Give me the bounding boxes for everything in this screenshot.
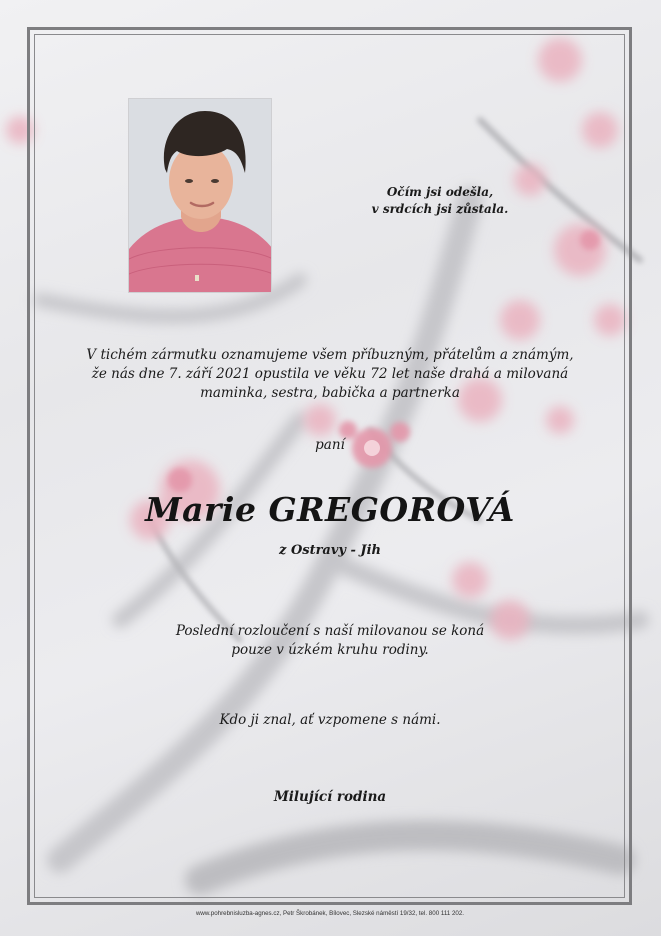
announcement-line: maminka, sestra, babička a partnerka: [200, 385, 460, 401]
deceased-name: Marie GREGOROVÁ: [145, 490, 515, 529]
announcement: [60, 346, 600, 403]
remembrance: Kdo ji znal, ať vzpomene s námi.: [219, 712, 441, 728]
portrait-photo: [128, 98, 272, 293]
farewell-line: Poslední rozloučení s naší milovanou se koná: [175, 623, 485, 639]
signature: Milující rodina: [273, 789, 387, 805]
farewell-notice: [80, 622, 580, 660]
deceased-origin: z Ostravy - Jih: [279, 543, 381, 558]
footer-contact: www.pohrebnisluzba-agnes.cz, Petr Škrobánek, Bílovec, Slezské náměstí 19/32, tel. 800 111 202.: [195, 910, 465, 917]
motto: [340, 184, 540, 218]
motto-line: v srdcích jsi zůstala.: [371, 202, 509, 216]
inner-border: [34, 34, 625, 898]
announcement-line: že nás dne 7. září 2021 opustila ve věku 72 let naše drahá a milovaná: [91, 366, 569, 382]
salutation: paní: [315, 437, 345, 453]
motto-line: Očím jsi odešla,: [386, 185, 494, 199]
farewell-line: pouze v úzkém kruhu rodiny.: [231, 642, 429, 658]
announcement-line: V tichém zármutku oznamujeme všem příbuzným, přátelům a známým,: [86, 347, 574, 363]
